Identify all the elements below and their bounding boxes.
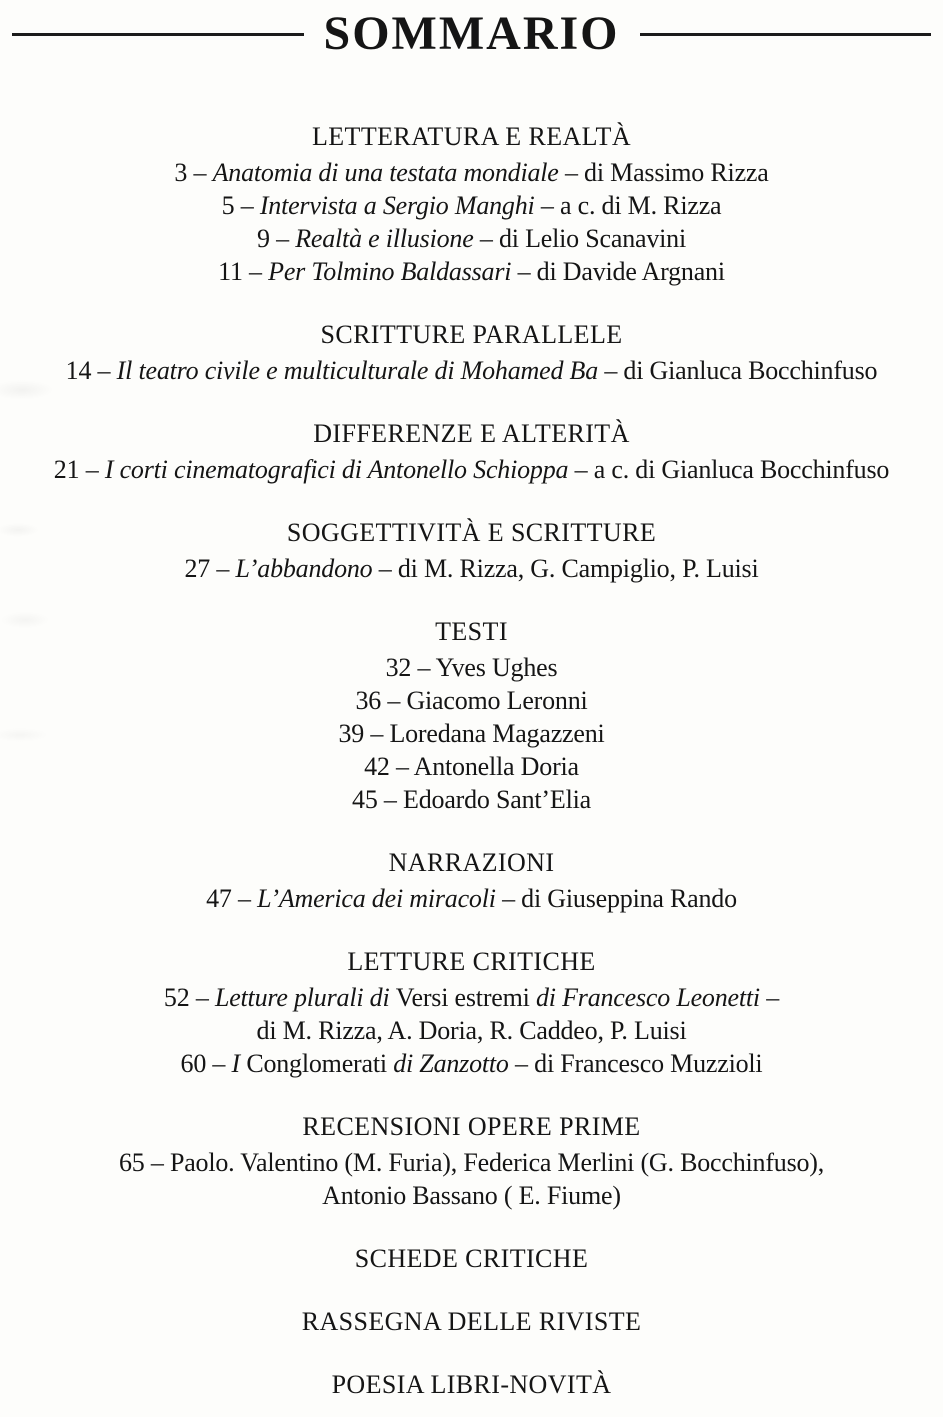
toc-sections <box>0 62 943 1401</box>
entry-text-run: Versi estremi <box>395 983 536 1012</box>
entry-title-italic-run: Realtà e illusione <box>295 224 474 253</box>
entry-text-run: – di Lelio Scanavini <box>473 224 686 253</box>
toc-entry-line <box>0 783 943 816</box>
entry-text-run: – di Francesco Muzzioli <box>508 1049 763 1078</box>
toc-entry-line <box>0 222 943 255</box>
entry-title-italic-run: L’abbandono <box>235 554 373 583</box>
entry-title-italic-run: Il teatro civile e multiculturale di Mohamed Ba <box>116 356 599 385</box>
page-title: SOMMARIO <box>323 7 620 60</box>
entry-text-run: – a c. di Gianluca Bocchinfuso <box>568 455 890 484</box>
entry-text-run: 45 – Edoardo Sant’Elia <box>352 785 591 814</box>
entry-text-run: – di Gianluca Bocchinfuso <box>598 356 878 385</box>
toc-section <box>0 120 943 288</box>
toc-entry-line <box>0 1179 943 1212</box>
section-heading: SCRITTURE PARALLELE <box>320 320 623 349</box>
toc-entry-line <box>0 255 943 288</box>
toc-section <box>0 1110 943 1212</box>
entry-text-run: 32 – Yves Ughes <box>385 653 558 682</box>
entry-title-italic-run: Per Tolmino Baldassari <box>268 257 512 286</box>
entry-text-run: – <box>759 983 780 1012</box>
entry-text-run: 39 – Loredana Magazzeni <box>338 719 605 748</box>
toc-entry-line <box>0 189 943 222</box>
toc-entry-line <box>0 1146 943 1179</box>
toc-section <box>0 516 943 585</box>
entry-text-run: 60 – <box>180 1049 232 1078</box>
entry-text-run: 65 – Paolo. Valentino (M. Furia), Federica Merlini (G. Bocchinfuso), <box>118 1148 825 1177</box>
toc-entry-line <box>0 651 943 684</box>
toc-entry-line <box>0 354 943 387</box>
masthead <box>0 6 943 62</box>
entry-title-italic-run: L’America dei miracoli <box>257 884 496 913</box>
entry-text-run: 27 – <box>184 554 236 583</box>
section-heading: DIFFERENZE E ALTERITÀ <box>313 419 630 448</box>
section-heading: SCHEDE CRITICHE <box>354 1244 589 1273</box>
entry-text-run: 42 – Antonella Doria <box>364 752 579 781</box>
entry-text-run: – di M. Rizza, G. Campiglio, P. Luisi <box>372 554 759 583</box>
toc-section <box>0 945 943 1080</box>
entry-title-italic-run: I corti cinematografici di Antonello Schioppa <box>104 455 569 484</box>
toc-section <box>0 1242 943 1275</box>
toc-section <box>0 417 943 486</box>
toc-entry-line <box>0 156 943 189</box>
toc-entry-line <box>0 882 943 915</box>
title-rule-left <box>12 33 304 36</box>
toc-entry-line <box>0 1047 943 1080</box>
entry-title-italic-run: I <box>231 1049 247 1078</box>
entry-text-run: – di Giuseppina Rando <box>495 884 737 913</box>
toc-entry-line <box>0 453 943 486</box>
section-heading: TESTI <box>435 617 508 646</box>
toc-entry-line <box>0 1014 943 1047</box>
section-heading: LETTURE CRITICHE <box>347 947 596 976</box>
entry-text-run: Conglomerati <box>246 1049 394 1078</box>
title-rule-right <box>640 33 932 36</box>
entry-text-run: – a c. di M. Rizza <box>534 191 722 220</box>
entry-title-italic-run: di Zanzotto <box>393 1049 509 1078</box>
entry-text-run: Antonio Bassano ( E. Fiume) <box>322 1181 621 1210</box>
entry-text-run: – di Davide Argnani <box>511 257 725 286</box>
entry-text-run: 52 – <box>163 983 215 1012</box>
entry-text-run: 36 – Giacomo Leronni <box>355 686 588 715</box>
entry-text-run: 21 – <box>53 455 105 484</box>
toc-section <box>0 1368 943 1401</box>
entry-title-italic-run: di Francesco Leonetti <box>535 983 760 1012</box>
toc-section <box>0 318 943 387</box>
entry-text-run: – di Massimo Rizza <box>558 158 769 187</box>
entry-text-run: 14 – <box>65 356 117 385</box>
toc-entry-line <box>0 684 943 717</box>
toc-entry-line <box>0 981 943 1014</box>
toc-section <box>0 615 943 816</box>
toc-entry-line <box>0 750 943 783</box>
entry-text-run: 47 – <box>206 884 258 913</box>
entry-text-run: di M. Rizza, A. Doria, R. Caddeo, P. Luisi <box>256 1016 687 1045</box>
section-heading: RECENSIONI OPERE PRIME <box>302 1112 641 1141</box>
toc-entry-line <box>0 552 943 585</box>
entry-text-run: 5 – <box>221 191 260 220</box>
entry-text-run: 9 – <box>257 224 296 253</box>
toc-entry-line <box>0 717 943 750</box>
section-heading: SOGGETTIVITÀ E SCRITTURE <box>286 518 657 547</box>
entry-title-italic-run: Letture plurali di <box>214 983 396 1012</box>
toc-section <box>0 1305 943 1338</box>
section-heading: RASSEGNA DELLE RIVISTE <box>301 1307 642 1336</box>
section-heading: POESIA LIBRI-NOVITÀ <box>331 1370 612 1399</box>
entry-title-italic-run: Intervista a Sergio Manghi <box>259 191 535 220</box>
entry-title-italic-run: Anatomia di una testata mondiale <box>212 158 559 187</box>
toc-section <box>0 846 943 915</box>
section-heading: LETTERATURA E REALTÀ <box>311 122 632 151</box>
section-heading: NARRAZIONI <box>388 848 555 877</box>
entry-text-run: 11 – <box>218 257 269 286</box>
entry-text-run: 3 – <box>174 158 213 187</box>
